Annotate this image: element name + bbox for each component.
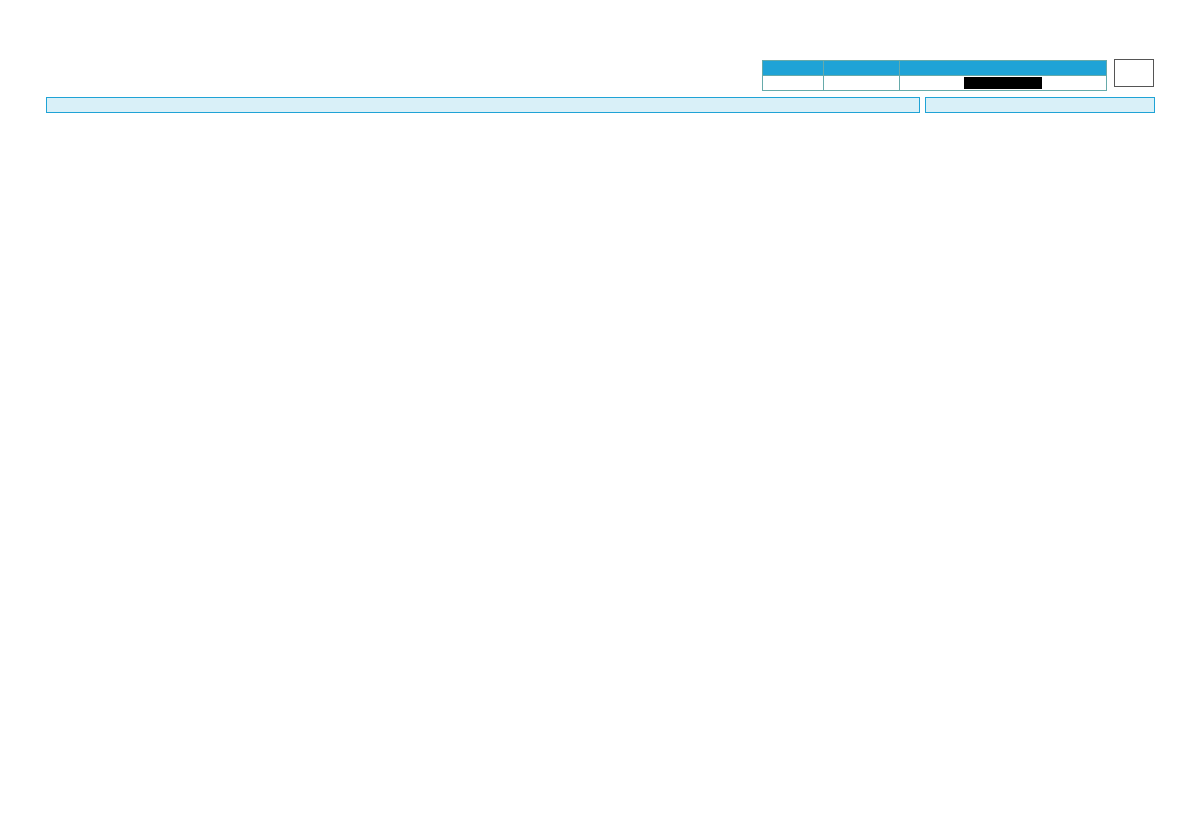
page-number [1114,59,1154,87]
header-label-name [900,61,1107,76]
section5-header [46,97,920,113]
header-name-value [900,76,1107,91]
header-type-value [763,76,824,91]
header-label-type [763,61,824,76]
header-id-value [824,76,900,91]
redacted-name [964,77,1042,89]
header-table [762,60,1107,91]
section6-header [925,97,1155,113]
header-label-id [824,61,900,76]
